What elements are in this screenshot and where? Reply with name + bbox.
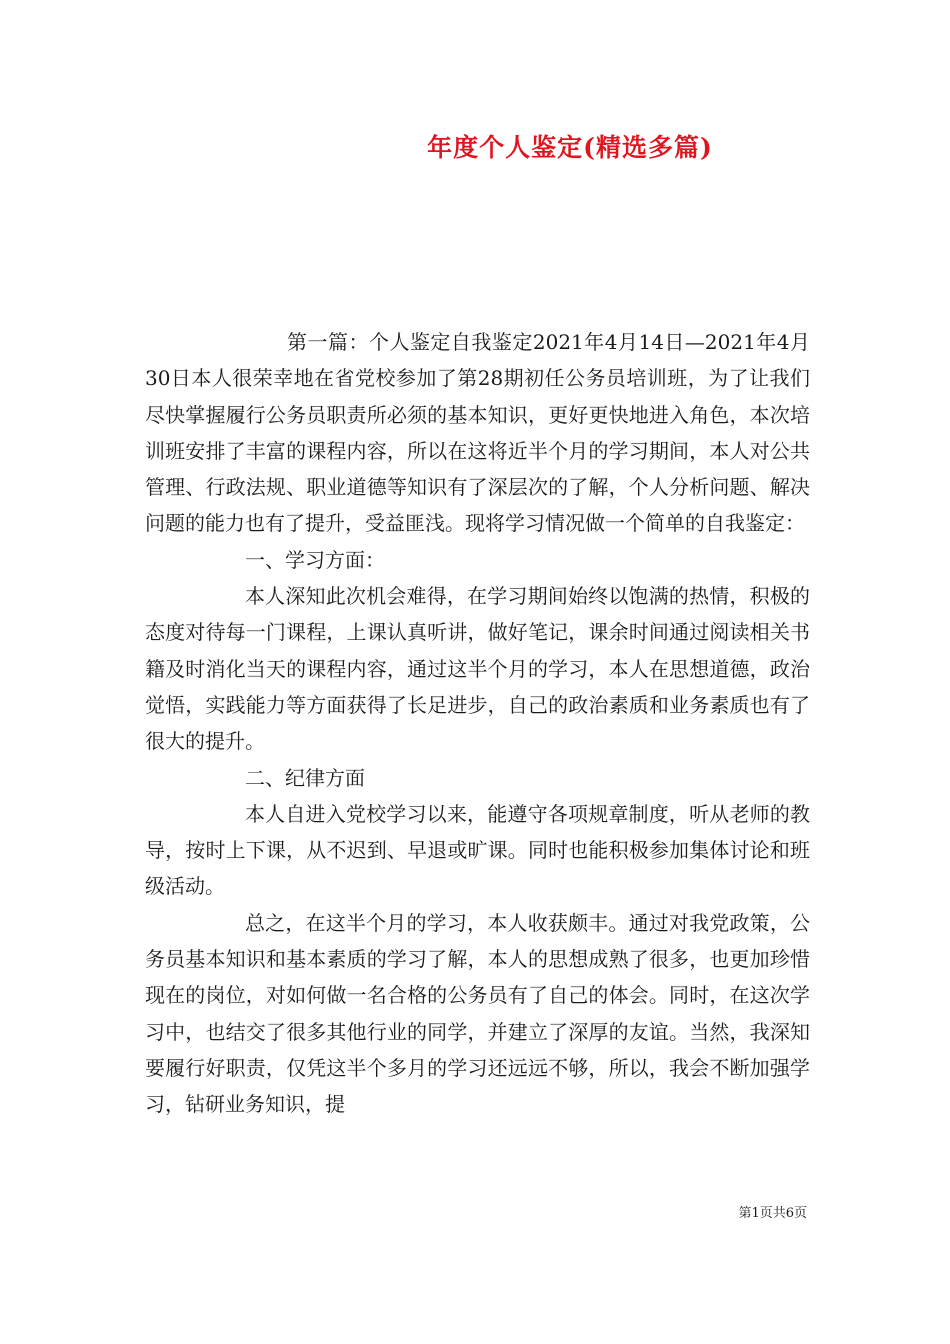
section-heading-discipline: 二、纪律方面 [245,765,365,790]
page-number-footer: 第1页共6页 [738,1206,807,1221]
paragraph-study: 本人深知此次机会难得，在学习期间始终以饱满的热情，积极的态度对待每一门课程，上课认真听讲，做好笔记，课余时间通过阅读相关书籍及时消化当天的课程内容，通过这半个月的学习，本人在思想道德，政治觉悟，实践能力等方面获得了长足进步，自己的政治素质和业务素质也有了很大的提升。 [145,584,810,754]
section-heading-study: 一、学习方面： [245,547,385,572]
paragraph-summary: 总之，在这半个月的学习，本人收获颇丰。通过对我党政策，公务员基本知识和基本素质的学习了解，本人的思想成熟了很多，也更加珍惜现在的岗位，对如何做一名合格的公务员有了自己的体会。同时，在这次学习中，也结交了很多其他行业的同学，并建立了深厚的友谊。当然，我深知要履行好职责，仅凭这半个多月的学习还远远不够，所以，我会不断加强学习，钻研业务知识，提 [145,910,810,1117]
paragraph-intro: 第一篇：个人鉴定自我鉴定2021年4月14日—2021年4月30日本人很荣幸地在省党校参加了第28期初任公务员培训班，为了让我们尽快掌握履行公务员职责所必须的基本知识，更好更快地进入角色，本次培训班安排了丰富的课程内容，所以在这将近半个月的学习期间，本人对公共管理、行政法规、职业道德等知识有了深层次的了解，个人分析问题、解决问题的能力也有了提升，受益匪浅。现将学习情况做一个简单的自我鉴定： [145,330,810,536]
paragraph-discipline: 本人自进入党校学习以来，能遵守各项规章制度，听从老师的教导，按时上下课，从不迟到、早退或旷课。同时也能积极参加集体讨论和班级活动。 [145,801,810,899]
document-title: 年度个人鉴定(精选多篇) [427,133,713,162]
document-body [145,324,810,1123]
